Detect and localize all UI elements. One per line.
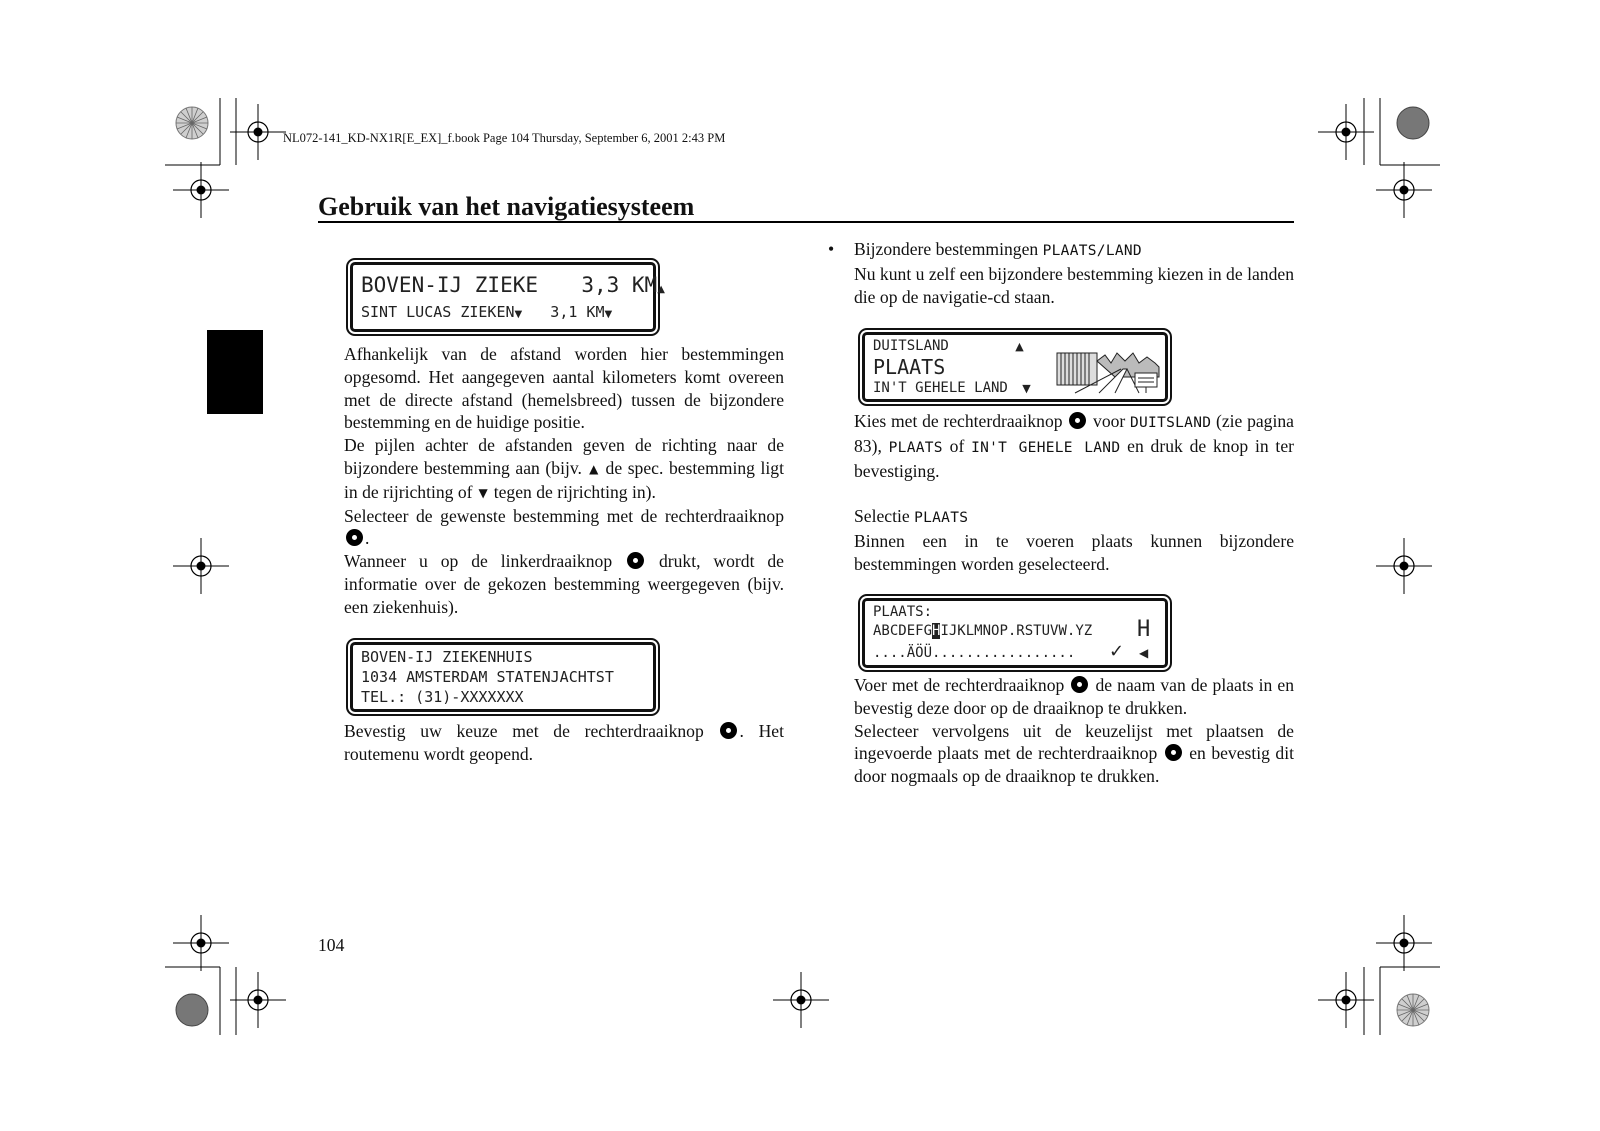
selected-letter: H	[932, 623, 941, 639]
arrow-down-icon: ▼	[1022, 382, 1031, 395]
check-icon: ✓	[1109, 641, 1125, 662]
lcd-destination-list	[350, 262, 665, 332]
lcd-line1-distance: 3,3 KM	[581, 273, 658, 297]
paragraph: De pijlen achter de afstanden geven de richting naar de bijzondere bestemming aan (bijv. ▲ de spec. bestemming ligt in de rijrichting of ▼ tegen de rijrichting in).	[344, 435, 784, 502]
lcd-line1-name: BOVEN-IJ ZIEKE	[361, 273, 539, 297]
paragraph: Kies met de rechterdraaiknop voor DUITSLAND (zie pagina 83), PLAATS of IN'T GEHELE LAND en druk de knop in ter bevestiging.	[854, 411, 1294, 481]
bullet-item: • Bijzondere bestemmingen PLAATS/LAND	[828, 239, 1142, 259]
left-column-text-2	[344, 720, 784, 766]
chapter-tab	[207, 330, 263, 414]
lcd-line: 1034 AMSTERDAM STATENJACHTST	[361, 668, 614, 686]
arrow-down-icon: ▼	[478, 485, 488, 500]
right-column-text-3	[854, 674, 1294, 788]
lcd-line: PLAATS:	[873, 604, 933, 620]
arrow-up-icon: ▲	[657, 284, 665, 295]
left-column-text	[344, 343, 784, 619]
paragraph: Binnen een in te voeren plaats kunnen bijzondere bestemmingen worden geselecteerd.	[854, 530, 1294, 574]
back-arrow-icon: ◀	[1139, 646, 1149, 660]
lcd-line: TEL.: (31)-XXXXXXX	[361, 688, 524, 706]
lcd-line: PLAATS	[873, 355, 946, 379]
arrow-up-icon: ▲	[587, 461, 600, 476]
right-knob-icon	[1069, 412, 1086, 429]
title-rule	[318, 221, 1294, 223]
right-knob-icon	[720, 722, 737, 739]
lcd-line2-name: SINT LUCAS ZIEKEN	[361, 303, 515, 321]
lcd-line: DUITSLAND	[873, 338, 949, 354]
lcd-destination-info	[350, 642, 656, 712]
paragraph: Selecteer vervolgens uit de keuzelijst met plaatsen de ingevoerde plaats met de rechterdraaiknop en bevestig dit door nogmaals op de draaiknop te drukken.	[854, 720, 1294, 787]
lcd-line: BOVEN-IJ ZIEKENHUIS	[361, 648, 533, 666]
print-file-info: NL072-141_KD-NX1R[E_EX]_f.book Page 104 Thursday, September 6, 2001 2:43 PM	[283, 131, 726, 145]
paragraph: Bevestig uw keuze met de rechterdraaiknop . Het routemenu wordt geopend.	[344, 721, 784, 764]
current-letter-large: H	[1137, 617, 1151, 642]
lcd-place-entry: PLAATS: ABCDEFGHIJKLMNOP.RSTUVW.YZ H ....ÄÖÜ................. ✓ ◀	[862, 598, 1168, 668]
page-number: 104	[318, 935, 345, 955]
left-knob-icon	[627, 552, 644, 569]
paragraph: Nu kunt u zelf een bijzondere bestemming kiezen in de landen die op de navigatie-cd staan.	[854, 263, 1294, 307]
bullet-icon: •	[828, 239, 835, 259]
arrow-down-icon: ▼	[514, 309, 523, 320]
paragraph: Selecteer de gewenste bestemming met de rechterdraaiknop .	[344, 505, 784, 549]
paragraph: Selectie PLAATS	[854, 506, 969, 527]
right-column-text-1	[828, 238, 1294, 308]
right-knob-icon	[1165, 744, 1182, 761]
lcd-line2-distance: 3,1 KM	[550, 303, 605, 321]
paragraph: Voer met de rechterdraaiknop de naam van de plaats in en bevestig deze door op de draaiknop te drukken.	[854, 675, 1295, 718]
right-column-text-2	[854, 410, 1294, 576]
arrow-down-icon: ▼	[604, 309, 613, 320]
lcd-line: ....ÄÖÜ.................	[873, 645, 1076, 661]
road-scene-icon	[1055, 339, 1163, 395]
lcd-country-select	[862, 332, 1168, 402]
paragraph: Afhankelijk van de afstand worden hier bestemmingen opgesomd. Het aangegeven aantal kilometers komt overeen met de directe afstand (hemelsbreed) tussen de bijzondere bestemming en de huidige positie.	[344, 344, 784, 433]
lcd-line: IN'T GEHELE LAND	[873, 380, 1008, 396]
right-knob-icon	[1071, 676, 1088, 693]
right-knob-icon	[346, 529, 363, 546]
section-title: Gebruik van het navigatiesysteem	[318, 192, 695, 221]
arrow-up-icon: ▲	[1015, 340, 1024, 353]
paragraph: Wanneer u op de linkerdraaiknop drukt, wordt de informatie over de gekozen bestemming weergegeven (bijv. een ziekenhuis).	[344, 551, 784, 617]
